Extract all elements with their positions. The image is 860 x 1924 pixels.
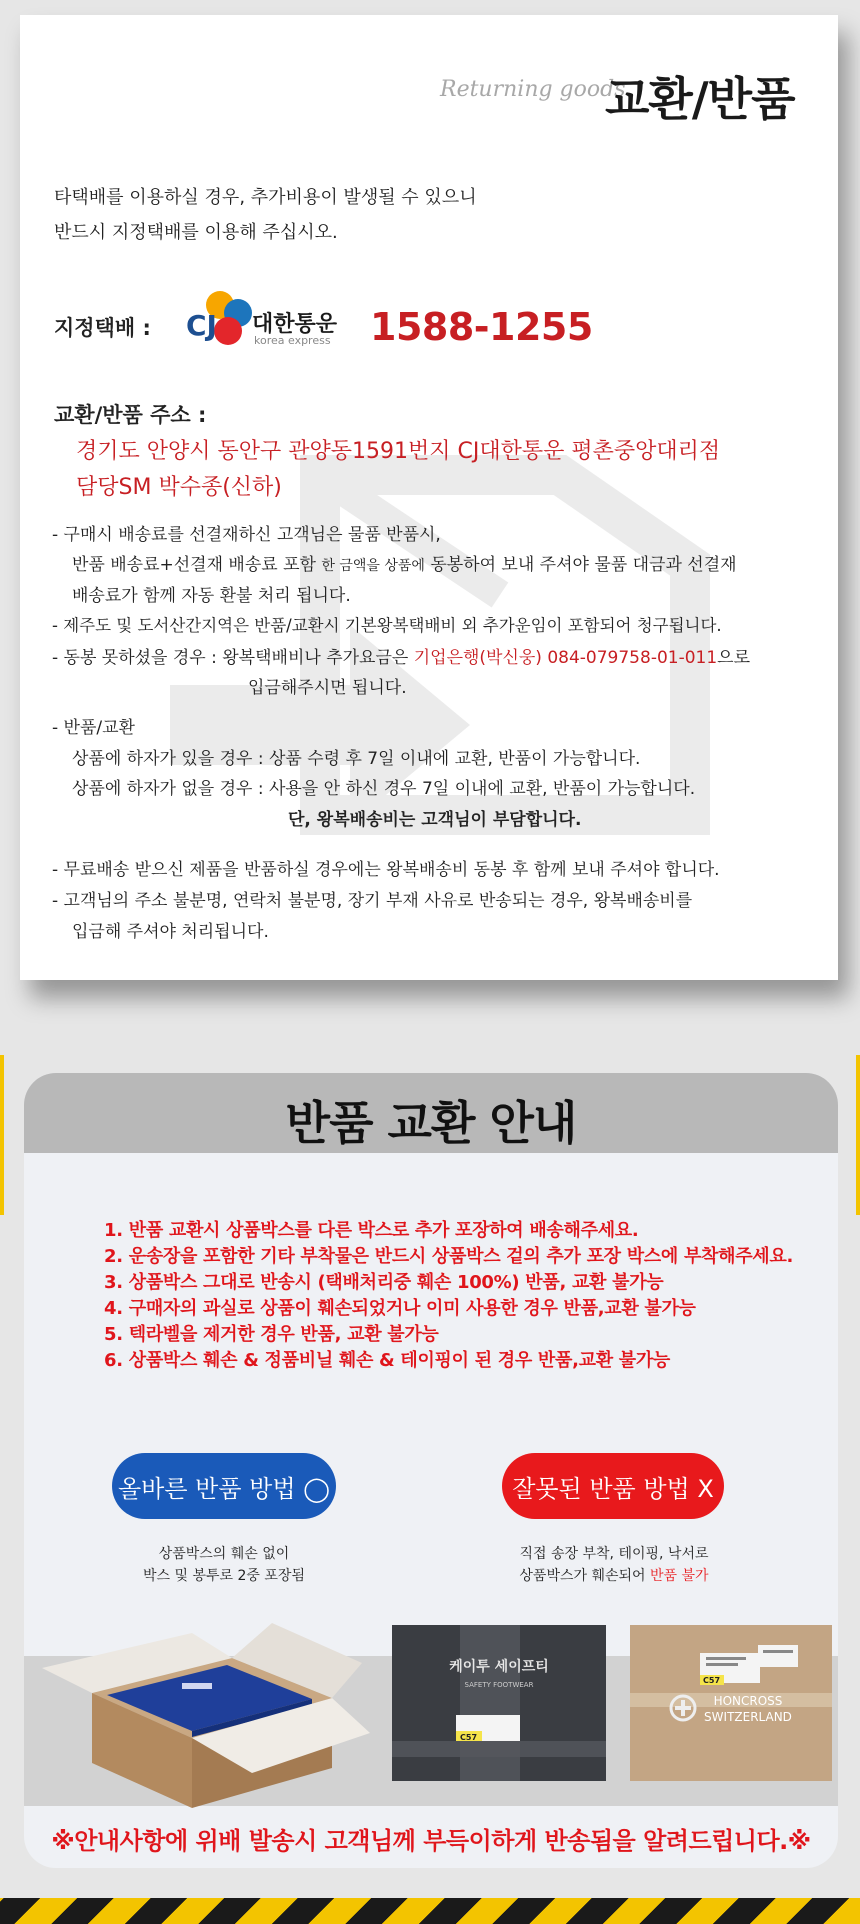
box2-brand-1: HONCROSS bbox=[713, 1694, 783, 1708]
return-guide-card bbox=[24, 1073, 838, 1868]
guide-title: 반품 교환 안내 bbox=[285, 1096, 577, 1150]
address-line-2: 담당SM 박수종(신하) bbox=[76, 475, 282, 500]
guide-header bbox=[24, 1073, 838, 1153]
box1-brand: 케이투 세이프티 bbox=[449, 1659, 549, 1675]
note-1a: - 구매시 배송료를 선결재하신 고객님은 물품 반품시, bbox=[52, 525, 441, 545]
box1-label-code: C57 bbox=[460, 1733, 478, 1742]
rule-1: 1. 반품 교환시 상품박스를 다른 박스로 추가 포장하여 배송해주세요. bbox=[104, 1220, 639, 1241]
bank-account: 기업은행(박신웅) 084-079758-01-011 bbox=[413, 648, 718, 668]
returns-title-en: Returning goods bbox=[440, 77, 626, 102]
edge-stripe-right bbox=[856, 1055, 860, 1215]
note-6b: 입금해 주셔야 처리됩니다. bbox=[72, 922, 269, 942]
note-2: - 제주도 및 도서산간지역은 반품/교환시 기본왕복택배비 외 추가운임이 포함되어 청구됩니다. bbox=[52, 616, 722, 635]
rule-5: 5. 텍라벨을 제거한 경우 반품, 교환 불가능 bbox=[104, 1324, 439, 1345]
address-line-1: 경기도 안양시 동안구 관양동1591번지 CJ대한통운 평촌중앙대리점 bbox=[76, 439, 721, 464]
note-4c: 단, 왕복배송비는 고객님이 부담합니다. bbox=[288, 810, 582, 830]
intro-line-1: 타택배를 이용하실 경우, 추가비용이 발생될 수 있으니 bbox=[54, 187, 477, 208]
wrong-caption: 직접 송장 부착, 테이핑, 낙서로 상품박스가 훼손되어 반품 불가 bbox=[519, 1546, 709, 1584]
box1-sub: SAFETY FOOTWEAR bbox=[464, 1681, 534, 1689]
note-4-head: - 반품/교환 bbox=[52, 718, 135, 738]
rule-4: 4. 구매자의 과실로 상품이 훼손되었거나 이미 사용한 경우 반품,교환 불가능 bbox=[104, 1298, 696, 1319]
correct-package-image bbox=[32, 1613, 372, 1813]
warning-notice: ※안내사항에 위배 발송시 고객님께 부득이하게 반송됨을 알려드립니다.※ bbox=[51, 1827, 811, 1855]
rule-3: 3. 상품박스 그대로 반송시 (택배처리중 훼손 100%) 반품, 교환 불가능 bbox=[104, 1272, 664, 1293]
note-5: - 무료배송 받으신 제품을 반품하실 경우에는 왕복배송비 동봉 후 함께 보내 주셔야 합니다. bbox=[52, 860, 720, 880]
box2-label-code: C57 bbox=[703, 1676, 721, 1685]
rule-6: 6. 상품박스 훼손 & 정품비닐 훼손 & 테이핑이 된 경우 반품,교환 불가능 bbox=[104, 1350, 671, 1371]
cj-logo-text: CJ bbox=[186, 309, 217, 342]
note-1b: 반품 배송료+선결재 배송료 포함 한 금액을 상품에 동봉하여 보내 주셔야 물품 대금과 선결재 bbox=[72, 555, 737, 575]
note-1c: 배송료가 함께 자동 환불 처리 됩니다. bbox=[72, 586, 351, 606]
rule-2: 2. 운송장을 포함한 기타 부착물은 반드시 상품박스 겉의 추가 포장 박스에 부착해주세요. bbox=[104, 1246, 794, 1267]
edge-stripe-left bbox=[0, 1055, 4, 1215]
note-3c: 입금해주시면 됩니다. bbox=[248, 678, 407, 698]
note-3: - 동봉 못하셨을 경우 : 왕복택배비나 추가요금은 기업은행(박신웅) 084-079758-01-011으로 bbox=[52, 648, 751, 668]
courier-name-en: korea express bbox=[254, 334, 331, 347]
courier-name: 대한통운 bbox=[252, 312, 338, 337]
wrong-package-image-2 bbox=[628, 1623, 834, 1783]
returns-card bbox=[20, 15, 838, 980]
note-4b: 상품에 하자가 없을 경우 : 사용을 안 하신 경우 7일 이내에 교환, 반품이 가능합니다. bbox=[72, 779, 696, 799]
returns-title: 교환/반품 bbox=[605, 72, 795, 126]
courier-label: 지정택배 : bbox=[54, 316, 151, 340]
wrong-package-image-1 bbox=[390, 1623, 608, 1783]
box2-brand-2: SWITZERLAND bbox=[704, 1710, 792, 1724]
correct-method-badge: 올바른 반품 방법 ◯ bbox=[112, 1453, 336, 1519]
address-label: 교환/반품 주소 : bbox=[54, 403, 207, 427]
note-6a: - 고객님의 주소 불분명, 연락처 불분명, 장기 부재 사유로 반송되는 경우, 왕복배송비를 bbox=[52, 891, 693, 911]
intro-line-2: 반드시 지정택배를 이용해 주십시오. bbox=[54, 222, 338, 243]
note-4a: 상품에 하자가 있을 경우 : 상품 수령 후 7일 이내에 교환, 반품이 가능합니다. bbox=[72, 749, 641, 769]
courier-phone: 1588-1255 bbox=[370, 305, 593, 349]
hazard-tape bbox=[0, 1898, 860, 1924]
correct-caption: 상품박스의 훼손 없이 박스 및 봉투로 2중 포장됨 bbox=[143, 1546, 305, 1584]
wrong-method-badge: 잘못된 반품 방법 X bbox=[502, 1453, 724, 1519]
